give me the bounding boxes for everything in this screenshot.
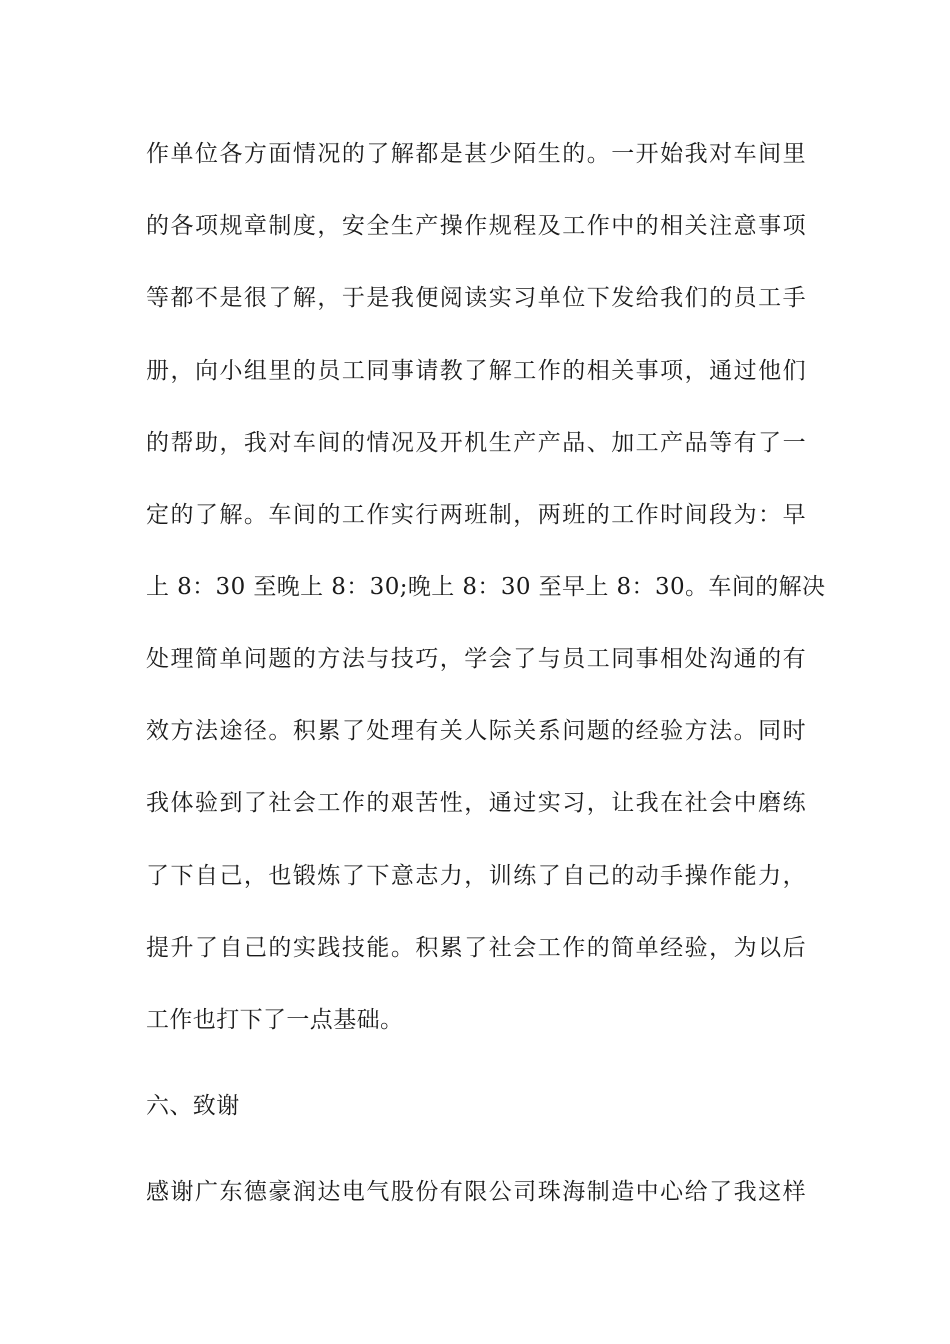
- body-line-13: 工作也打下了一点基础。: [146, 1007, 404, 1033]
- body-line-6: 定的了解。车间的工作实行两班制，两班的工作时间段为：早: [146, 502, 806, 528]
- body-line-8: 处理简单问题的方法与技巧，学会了与员工同事相处沟通的有: [146, 646, 806, 672]
- body-line-12: 提升了自己的实践技能。积累了社会工作的简单经验，为以后: [146, 935, 806, 961]
- body-line-1: 作单位各方面情况的了解都是甚少陌生的。一开始我对车间里: [146, 141, 806, 167]
- body-line-2: 的各项规章制度，安全生产操作规程及工作中的相关注意事项: [146, 213, 806, 239]
- body-line-4: 册，向小组里的员工同事请教了解工作的相关事项，通过他们: [146, 358, 806, 384]
- body-line-7: 上 8：30 至晚上 8：30;晚上 8：30 至早上 8：30。车间的解决: [146, 574, 826, 600]
- body-line-9: 效方法途径。积累了处理有关人际关系问题的经验方法。同时: [146, 718, 806, 744]
- section-heading: 六、致谢: [146, 1093, 240, 1119]
- body-line-5: 的帮助，我对车间的情况及开机生产产品、加工产品等有了一: [146, 430, 806, 456]
- body-line-10: 我体验到了社会工作的艰苦性，通过实习，让我在社会中磨练: [146, 790, 806, 816]
- body-line-11: 了下自己，也锻炼了下意志力，训练了自己的动手操作能力，: [146, 863, 806, 889]
- section-line-1: 感谢广东德豪润达电气股份有限公司珠海制造中心给了我这样: [146, 1179, 806, 1205]
- body-line-3: 等都不是很了解，于是我便阅读实习单位下发给我们的员工手: [146, 285, 806, 311]
